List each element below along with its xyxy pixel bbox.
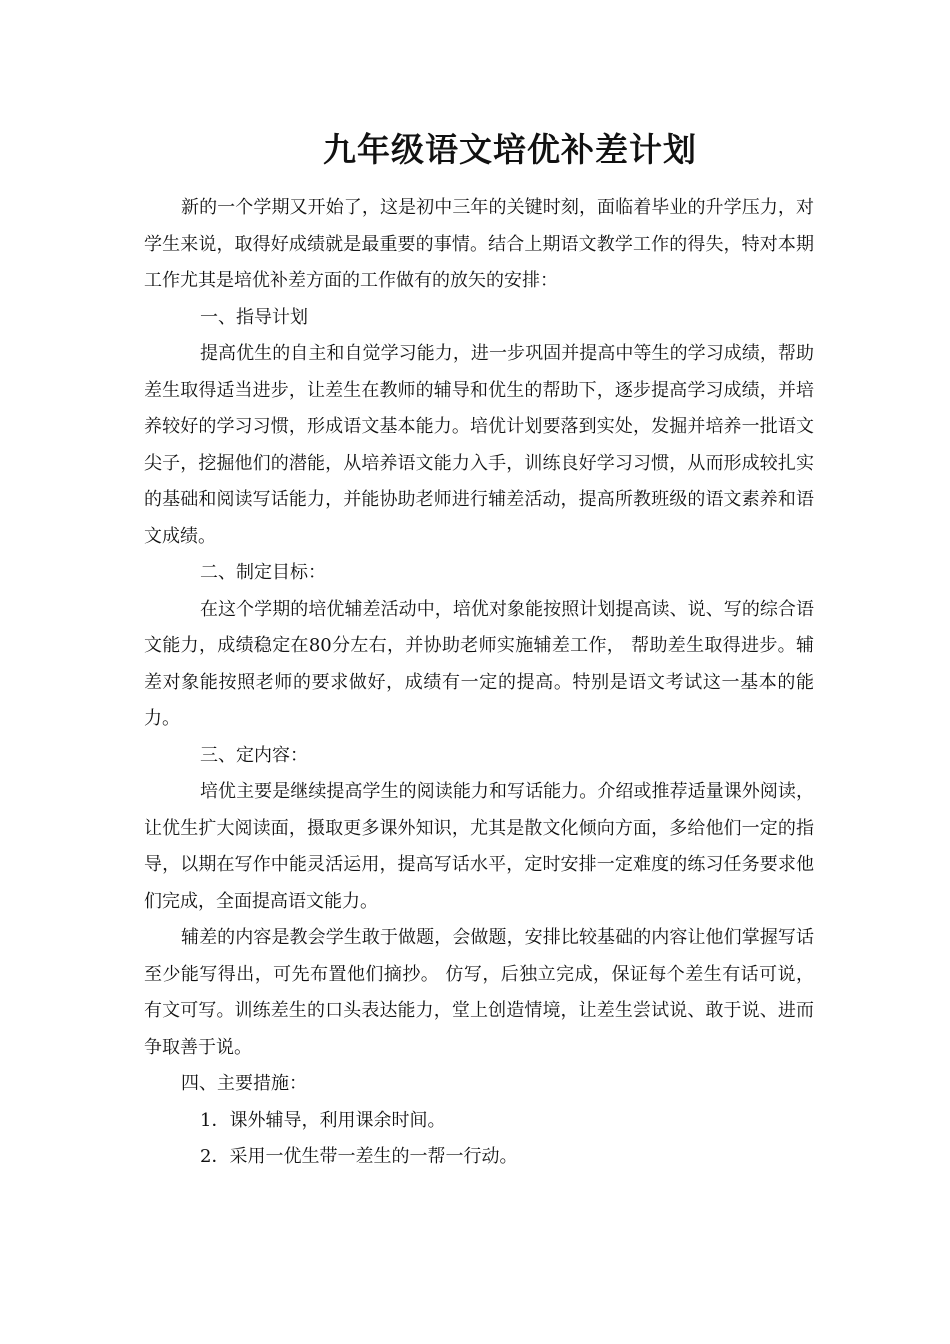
document-title: 九年级语文培优补差计划: [323, 130, 697, 169]
section-heading-guidance-plan: 一、指导计划: [200, 306, 308, 328]
section-heading-goals: 二、制定目标：: [200, 562, 326, 583]
section-heading-content: 三、定内容：: [200, 744, 308, 766]
document-body: [144, 190, 814, 1176]
content-paragraph-top-students: 培优主要是继续提高学生的阅读能力和写话能力。介绍或推荐适量课外阅读，让优生扩大阅读面，摄取更多课外知识，尤其是散文化倾向方面，多给他们一定的指导，以期在写作中能灵活运用，提高写话水平，定时安排一定难度的练习任务要求他们完成，全面提高语文能力。: [144, 781, 814, 912]
section-heading-measures: 四、主要措施：: [181, 1073, 307, 1094]
measure-item-2: 2．采用一优生带一差生的一帮一行动。: [200, 1146, 518, 1167]
content-paragraph-weak-students: 辅差的内容是教会学生敢于做题，会做题，安排比较基础的内容让他们掌握写话至少能写得出，可先布置他们摘抄。 仿写，后独立完成，保证每个差生有话可说，有文可写。训练差生的口头表达能力，堂上创造情境，让差生尝试说、敢于说、进而争取善于说。: [144, 927, 814, 1058]
guidance-plan-paragraph: 提高优生的自主和自觉学习能力，进一步巩固并提高中等生的学习成绩，帮助差生取得适当进步，让差生在教师的辅导和优生的帮助下，逐步提高学习成绩，并培养较好的学习习惯，形成语文基本能力。培优计划要落到实处，发掘并培养一批语文尖子，挖掘他们的潜能，从培养语文能力入手，训练良好学习习惯，从而形成较扎实的基础和阅读写话能力，并能协助老师进行辅差活动，提高所教班级的语文素养和语文成绩。: [144, 343, 814, 547]
goals-paragraph: 在这个学期的培优辅差活动中，培优对象能按照计划提高读、说、写的综合语文能力，成绩稳定在80分左右，并协助老师实施辅差工作， 帮助差生取得进步。辅差对象能按照老师的要求做好，成绩有一定的提高。特别是语文考试这一基本的能力。: [144, 598, 814, 729]
measure-item-1: 1．课外辅导，利用课余时间。: [200, 1109, 446, 1131]
intro-paragraph: 新的一个学期又开始了，这是初中三年的关键时刻，面临着毕业的升学压力，对学生来说，取得好成绩就是最重要的事情。结合上期语文教学工作的得失，特对本期工作尤其是培优补差方面的工作做有的放矢的安排：: [144, 197, 814, 291]
